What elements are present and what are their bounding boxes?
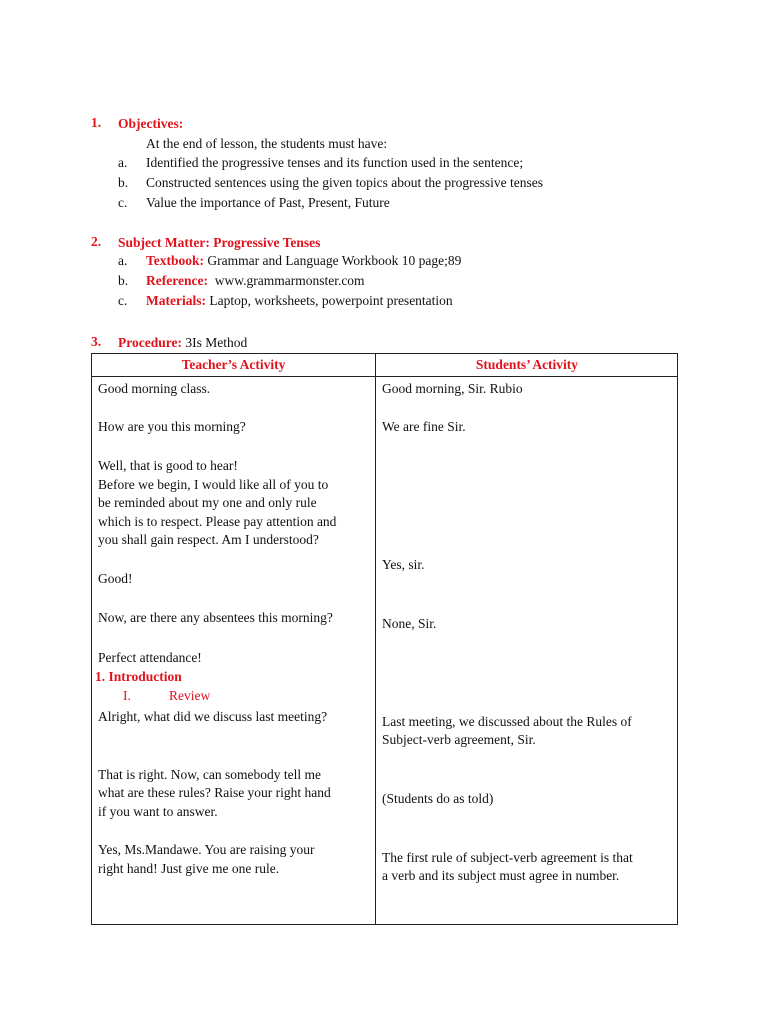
- teacher-line: That is right. Now, can somebody tell me: [98, 767, 321, 782]
- reference-value: www.grammarmonster.com: [207, 273, 365, 288]
- materials-value: Laptop, worksheets, powerpoint presentation: [205, 293, 453, 308]
- table-column-divider: [375, 354, 376, 924]
- objectives-heading: Objectives:: [118, 116, 184, 131]
- objectives-intro: At the end of lesson, the students must have:: [146, 136, 388, 151]
- objective-b-text: Constructed sentences using the given topics about the progressive tenses: [146, 175, 544, 190]
- objective-a-marker: a.: [118, 155, 128, 170]
- teacher-line: Yes, Ms.Mandawe. You are raising your: [98, 842, 315, 857]
- teacher-line: you shall gain respect. Am I understood?: [98, 532, 319, 547]
- student-line: The first rule of subject-verb agreement is that: [382, 850, 633, 865]
- objective-a-text: Identified the progressive tenses and its function used in the sentence;: [146, 155, 524, 170]
- student-line: a verb and its subject must agree in number.: [382, 868, 620, 883]
- objectives-number: 1.: [91, 115, 102, 130]
- objective-b-marker: b.: [118, 175, 129, 190]
- introduction-heading: 1. Introduction: [95, 669, 182, 684]
- objective-c-marker: c.: [118, 195, 128, 210]
- teacher-line: Perfect attendance!: [98, 650, 202, 665]
- subject-a-marker: a.: [118, 253, 128, 268]
- subject-matter-heading: Subject Matter: Progressive Tenses: [118, 235, 321, 250]
- teacher-line: Well, that is good to hear!: [98, 458, 238, 473]
- activity-table: [91, 353, 678, 925]
- procedure-method: 3Is Method: [181, 335, 248, 350]
- teacher-line: How are you this morning?: [98, 419, 246, 434]
- review-label: Review: [169, 688, 211, 703]
- student-line: Yes, sir.: [382, 557, 425, 572]
- teacher-line: Now, are there any absentees this morning?: [98, 610, 333, 625]
- teacher-line: what are these rules? Raise your right hand: [98, 785, 331, 800]
- table-header-divider: [92, 376, 677, 377]
- student-line: We are fine Sir.: [382, 419, 466, 434]
- teacher-line: Alright, what did we discuss last meeting?: [98, 709, 328, 724]
- textbook-label: Textbook:: [146, 253, 205, 268]
- reference-label: Reference:: [146, 273, 208, 288]
- objective-c-text: Value the importance of Past, Present, Future: [146, 195, 390, 210]
- textbook-value: Grammar and Language Workbook 10 page;89: [204, 253, 462, 268]
- subject-materials: [146, 292, 453, 310]
- student-line: (Students do as told): [382, 791, 494, 806]
- teacher-activity-header: Teacher’s Activity: [181, 357, 286, 372]
- review-marker: I.: [123, 688, 131, 703]
- procedure-number: 3.: [91, 334, 102, 349]
- subject-matter-number: 2.: [91, 234, 102, 249]
- procedure-line: [118, 334, 247, 352]
- student-line: Last meeting, we discussed about the Rules of: [382, 714, 632, 729]
- procedure-heading: Procedure:: [118, 335, 182, 350]
- subject-textbook: [146, 252, 461, 270]
- teacher-line: right hand! Just give me one rule.: [98, 861, 280, 876]
- teacher-line: Good morning class.: [98, 381, 211, 396]
- teacher-line: Good!: [98, 571, 133, 586]
- subject-reference: [146, 272, 365, 290]
- teacher-line: Before we begin, I would like all of you to: [98, 477, 329, 492]
- student-line: Good morning, Sir. Rubio: [382, 381, 523, 396]
- student-line: None, Sir.: [382, 616, 437, 631]
- materials-label: Materials:: [146, 293, 206, 308]
- student-line: Subject-verb agreement, Sir.: [382, 732, 536, 747]
- teacher-line: which is to respect. Please pay attention and: [98, 514, 337, 529]
- subject-c-marker: c.: [118, 293, 128, 308]
- subject-b-marker: b.: [118, 273, 129, 288]
- teacher-line: be reminded about my one and only rule: [98, 495, 317, 510]
- teacher-line: if you want to answer.: [98, 804, 218, 819]
- students-activity-header: Students’ Activity: [475, 357, 579, 372]
